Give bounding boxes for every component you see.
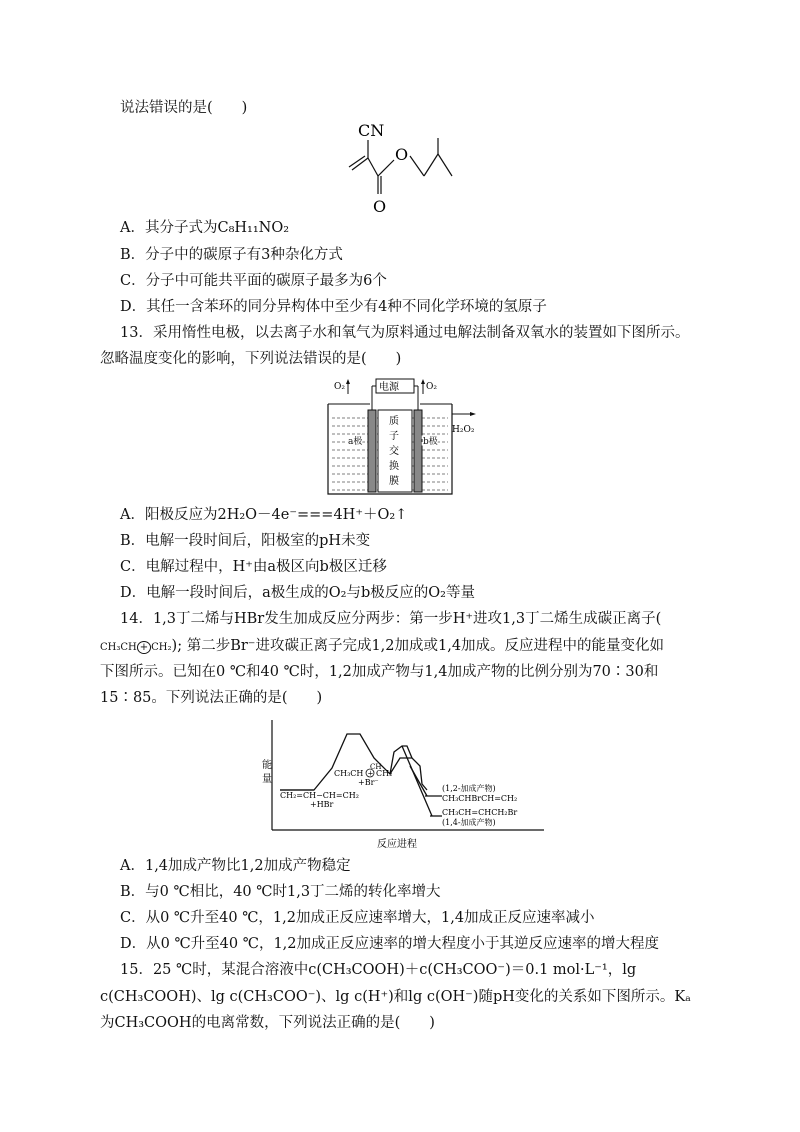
reactant-label: CH₂=CH−CH=CH₂ xyxy=(280,791,359,800)
svg-text:能: 能 xyxy=(262,760,272,771)
electrode-b-label: b极 xyxy=(423,437,438,447)
electrode-b xyxy=(414,410,422,492)
q14-option-c: C．从0 ℃升至40 ℃，1,2加成正反应速率增大，1,4加成正反应速率减小 xyxy=(120,910,595,926)
cn-label: CN xyxy=(358,121,385,140)
electrode-a-label: a极 xyxy=(348,437,363,447)
carbonyl-o-label: O xyxy=(373,197,387,216)
q14-stem-line3: 下图所示。已知在0 ℃和40 ℃时，1,2加成产物与1,4加成产物的比例分别为70∶30和 xyxy=(100,664,659,680)
svg-text:量: 量 xyxy=(262,774,272,785)
q14-stem-line1: 14．1,3丁二烯与HBr发生加成反应分两步：第一步H⁺进攻1,3丁二烯生成碳正离子( xyxy=(120,611,662,627)
o2-right-label: O₂ xyxy=(426,382,437,392)
q13-stem-line2: 忽略温度变化的影响，下列说法错误的是( ) xyxy=(100,351,402,367)
q14-energy-diagram xyxy=(262,712,552,852)
q14-option-d: D．从0 ℃升至40 ℃，1,2加成正反应速率的增大程度小于其逆反应速率的增大程度 xyxy=(120,936,660,952)
svg-text:+: + xyxy=(367,769,374,778)
svg-text:子: 子 xyxy=(389,431,399,442)
reactant-hbr-label: +HBr xyxy=(310,800,334,809)
q13-option-c: C．电解过程中，H⁺由a极区向b极区迁移 xyxy=(120,559,387,575)
q14-option-a: A．1,4加成产物比1,2加成产物稳定 xyxy=(120,858,351,874)
svg-text:膜: 膜 xyxy=(389,476,399,487)
svg-text:质: 质 xyxy=(389,416,399,427)
product14-caption: (1,4-加成产物) xyxy=(442,818,496,827)
svg-text:换: 换 xyxy=(389,461,399,472)
svg-text:交: 交 xyxy=(389,446,399,457)
svg-text:CH: CH xyxy=(370,763,382,771)
x-axis-label: 反应进程 xyxy=(377,839,417,850)
power-label: 电源 xyxy=(379,382,399,393)
q13-stem-line1: 13．采用惰性电极，以去离子水和氧气为原料通过电解法制备双氧水的装置如下图所示。 xyxy=(120,325,690,341)
q12-option-a: A．其分子式为C₈H₁₁NO₂ xyxy=(120,220,290,236)
q14-option-b: B．与0 ℃相比，40 ℃时1,3丁二烯的转化率增大 xyxy=(120,884,441,900)
product14-formula: CH₃CH=CHCH₂Br xyxy=(442,808,518,817)
product12-caption: (1,2-加成产物) xyxy=(442,784,496,793)
q14-stem-line2: CH₃CH + CH₂); 第二步Br⁻进攻碳正离子完成1,2加成或1,4加成。反应进程中的能量变化如 xyxy=(100,638,665,654)
q13-electrolysis-diagram xyxy=(320,374,490,504)
q15-stem-line3: 为CH₃COOH的电离常数，下列说法正确的是( ) xyxy=(100,1015,435,1031)
intermediate-label: CH₃CH xyxy=(334,769,364,778)
h2o2-label: H₂O₂ xyxy=(452,425,475,435)
product12-formula: CH₃CHBrCH=CH₂ xyxy=(442,794,518,803)
q12-structure-diagram xyxy=(340,118,470,218)
q12-option-b: B．分子中的碳原子有3种杂化方式 xyxy=(120,247,343,263)
q13-option-d: D．电解一段时间后，a极生成的O₂与b极反应的O₂等量 xyxy=(120,585,475,601)
svg-text:CH₂: CH₂ xyxy=(376,769,393,778)
q13-option-a: A．阳极反应为2H₂O－4e⁻===4H⁺＋O₂↑ xyxy=(120,507,408,523)
ester-o-label: O xyxy=(395,145,409,164)
q15-stem-line1: 15．25 ℃时，某混合溶液中c(CH₃COOH)＋c(CH₃COO⁻)＝0.1 mol·L⁻¹，lg xyxy=(120,962,637,978)
q13-option-b: B．电解一段时间后，阳极室的pH未变 xyxy=(120,533,371,549)
svg-text:+Br⁻: +Br⁻ xyxy=(358,778,379,787)
q12-stem-tail: 说法错误的是( ) xyxy=(120,100,248,116)
q12-option-d: D．其任一含苯环的同分异构体中至少有4种不同化学环境的氢原子 xyxy=(120,299,547,315)
electrode-a xyxy=(368,410,376,492)
o2-left-label: O₂ xyxy=(334,382,345,392)
q14-stem-line4: 15∶85。下列说法正确的是( ) xyxy=(100,690,323,706)
q15-stem-line2: c(CH₃COOH)、lg c(CH₃COO⁻)、lg c(H⁺)和lg c(OH⁻)随pH变化的关系如下图所示。Kₐ xyxy=(100,989,691,1005)
q12-option-c: C．分子中可能共平面的碳原子最多为6个 xyxy=(120,273,387,289)
